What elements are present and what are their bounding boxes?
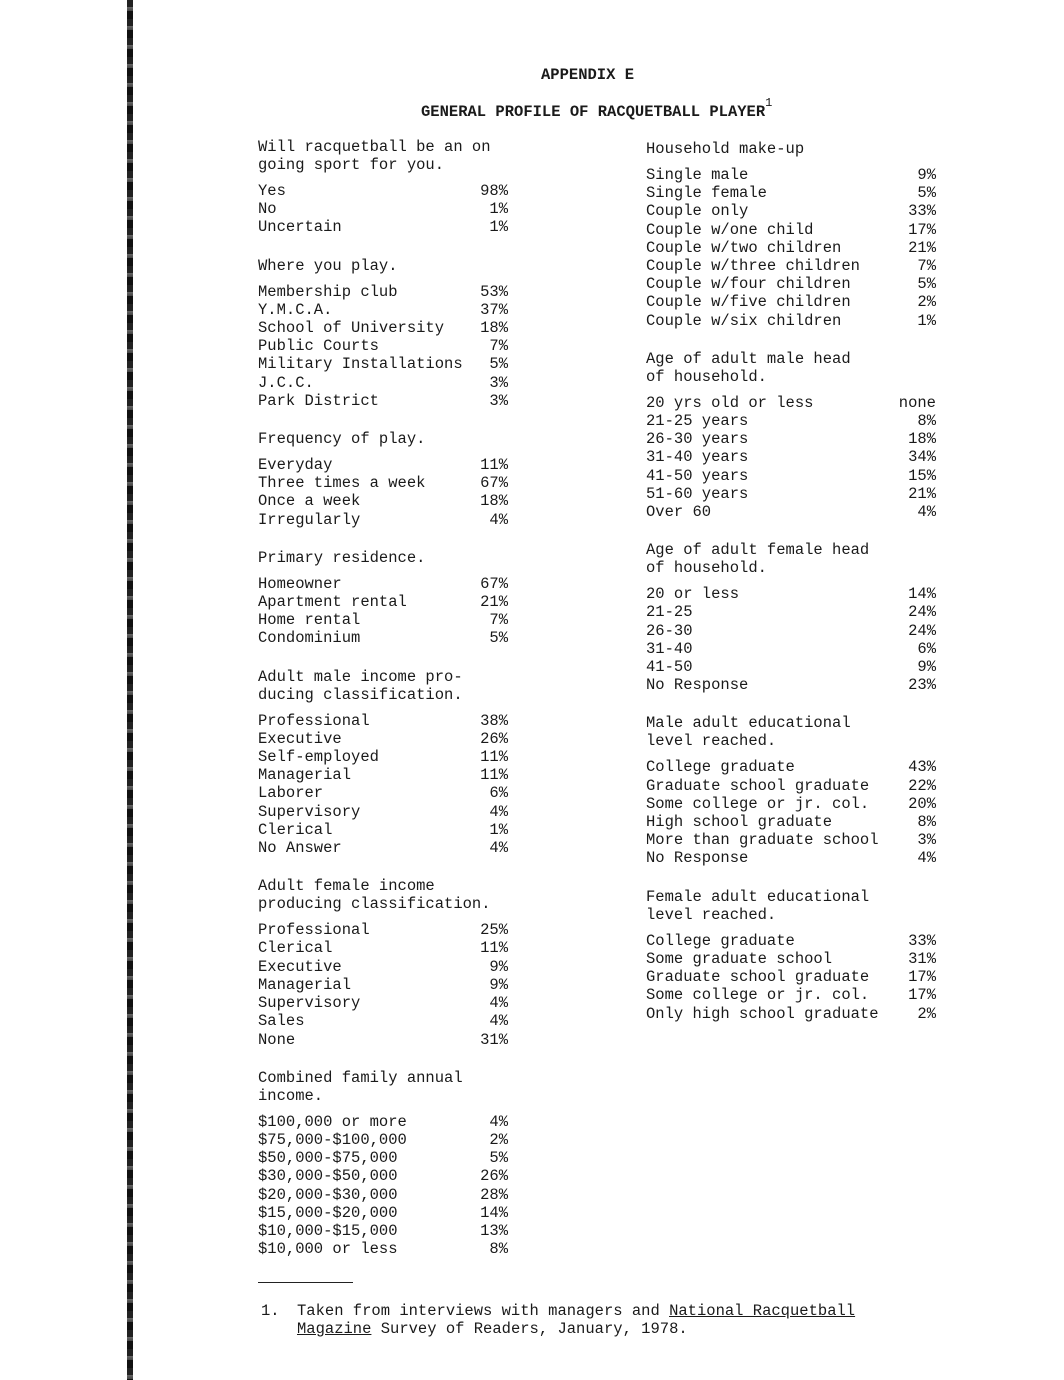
response-label: 21-25 [646, 603, 693, 622]
response-row [258, 1149, 508, 1167]
response-percentage: 9% [489, 975, 508, 994]
response-label: Single male [646, 166, 749, 184]
response-percentage: 17% [908, 220, 936, 239]
footnote-number: 1. [261, 1302, 280, 1320]
response-row [646, 622, 936, 640]
survey-section [646, 714, 936, 867]
response-row [646, 430, 936, 448]
response-label: Some college or jr. col. [646, 986, 870, 1005]
response-label: None [258, 1030, 296, 1049]
response-label: Couple w/four children [646, 275, 851, 294]
response-row [258, 456, 508, 474]
response-percentage: 26% [480, 729, 508, 748]
response-label: Condominium [258, 629, 361, 648]
section-question: Age of adult female head of household. [646, 541, 870, 578]
response-row [258, 200, 508, 218]
response-label: Y.M.C.A. [258, 300, 333, 319]
survey-section [258, 138, 508, 237]
survey-section [258, 549, 508, 648]
response-row [646, 412, 936, 430]
response-row [258, 958, 508, 976]
footnote-text-after: Survey of Readers, January, 1978. [371, 1320, 688, 1338]
response-row [258, 283, 508, 301]
section-question: Male adult educational level reached. [646, 714, 851, 751]
response-row [646, 831, 936, 849]
response-label: High school graduate [646, 813, 833, 832]
response-row [258, 1240, 508, 1258]
response-row [258, 1186, 508, 1204]
section-question: Age of adult male head of household. [646, 349, 851, 386]
footnote [261, 1302, 881, 1338]
response-label: 51-60 years [646, 484, 749, 503]
response-label: $100,000 or more [258, 1112, 407, 1131]
response-label: No Answer [258, 839, 342, 858]
response-percentage: 5% [489, 1149, 508, 1168]
survey-section [646, 888, 936, 1023]
response-label: 31-40 [646, 639, 693, 658]
response-percentage: 20% [908, 794, 936, 813]
response-percentage: 2% [489, 1130, 508, 1149]
response-label: Sales [258, 1012, 305, 1031]
response-percentage: 14% [908, 585, 936, 604]
response-label: Apartment rental [258, 593, 407, 612]
section-question: Primary residence. [258, 548, 426, 567]
response-label: Membership club [258, 282, 398, 301]
response-label: Graduate school graduate [646, 968, 870, 987]
response-percentage: 4% [489, 839, 508, 858]
response-row [646, 312, 936, 330]
response-row [258, 218, 508, 236]
footnote-divider [258, 1282, 353, 1283]
response-percentage: 3% [917, 831, 936, 850]
response-label: Public Courts [258, 337, 379, 356]
scan-binding-edge [127, 0, 133, 1380]
response-label: Executive [258, 957, 342, 976]
response-label: $15,000-$20,000 [258, 1203, 398, 1222]
response-row [646, 503, 936, 521]
response-label: Some graduate school [646, 949, 833, 968]
response-row [258, 994, 508, 1012]
response-row [646, 394, 936, 412]
response-row [646, 676, 936, 694]
response-percentage: 98% [480, 182, 508, 200]
response-label: Over 60 [646, 503, 712, 522]
footnote-source-title: National Racquetball Magazine [297, 1302, 856, 1338]
response-percentage: 5% [489, 355, 508, 374]
response-label: $30,000-$50,000 [258, 1167, 398, 1186]
response-row [258, 492, 508, 510]
title-footnote-mark: 1 [765, 96, 773, 110]
survey-section [258, 877, 508, 1048]
response-percentage: 9% [917, 658, 936, 677]
response-percentage: 23% [908, 676, 936, 695]
survey-section [258, 1069, 508, 1259]
response-percentage: 21% [908, 484, 936, 503]
response-label: $75,000-$100,000 [258, 1130, 407, 1149]
response-label: No Response [646, 676, 749, 695]
response-label: Some college or jr. col. [646, 794, 870, 813]
survey-section [258, 430, 508, 529]
response-percentage: 31% [908, 949, 936, 968]
response-label: Supervisory [258, 994, 361, 1013]
response-row [646, 658, 936, 676]
response-row [258, 301, 508, 319]
response-percentage: 1% [917, 311, 936, 330]
response-label: 31-40 years [646, 448, 749, 467]
response-label: College graduate [646, 931, 795, 950]
response-percentage: 6% [917, 639, 936, 658]
response-percentage: 4% [489, 1112, 508, 1131]
response-label: More than graduate school [646, 831, 879, 850]
response-row [258, 374, 508, 392]
right-column [646, 140, 936, 1043]
response-percentage: 5% [489, 629, 508, 648]
response-row [646, 293, 936, 311]
response-row [646, 603, 936, 621]
response-row [258, 611, 508, 629]
response-label: Professional [258, 711, 370, 730]
response-label: $50,000-$75,000 [258, 1149, 398, 1168]
response-label: $20,000-$30,000 [258, 1185, 398, 1204]
response-percentage: 11% [480, 456, 508, 475]
response-percentage: 26% [480, 1167, 508, 1186]
response-row [646, 968, 936, 986]
response-row [258, 1012, 508, 1030]
response-percentage: 11% [480, 939, 508, 958]
response-label: Military Installations [258, 355, 463, 374]
response-row [646, 166, 936, 184]
response-label: School of University [258, 319, 445, 338]
response-label: Couple w/two children [646, 238, 842, 257]
response-percentage: 67% [480, 574, 508, 593]
response-label: Laborer [258, 784, 324, 803]
response-row [646, 221, 936, 239]
response-row [258, 575, 508, 593]
response-percentage: 25% [480, 921, 508, 940]
response-label: 20 or less [646, 585, 740, 604]
response-row [258, 355, 508, 373]
response-label: Once a week [258, 492, 361, 511]
response-percentage: 34% [908, 448, 936, 467]
response-label: 26-30 [646, 621, 693, 640]
response-label: Clerical [258, 820, 333, 839]
response-row [258, 1204, 508, 1222]
survey-section [646, 350, 936, 521]
response-percentage: 7% [489, 611, 508, 630]
response-percentage: 6% [489, 784, 508, 803]
left-column [258, 138, 508, 1278]
section-question: Household make-up [646, 140, 805, 158]
response-row [258, 1131, 508, 1149]
response-label: J.C.C. [258, 373, 314, 392]
response-label: 41-50 years [646, 466, 749, 485]
section-question: Frequency of play. [258, 430, 426, 449]
response-percentage: 24% [908, 603, 936, 622]
section-question: Adult male income pro- ducing classification. [258, 667, 463, 704]
response-row [646, 467, 936, 485]
response-row [258, 1113, 508, 1131]
response-label: Graduate school graduate [646, 776, 870, 795]
page-title [421, 96, 1064, 122]
response-percentage: 5% [917, 275, 936, 294]
response-percentage: 1% [489, 218, 508, 237]
response-row [646, 950, 936, 968]
response-label: 26-30 years [646, 430, 749, 449]
response-percentage: 3% [489, 373, 508, 392]
response-percentage: 21% [908, 238, 936, 257]
response-row [646, 640, 936, 658]
response-label: Clerical [258, 939, 333, 958]
response-percentage: 8% [489, 1240, 508, 1259]
response-percentage: 17% [908, 968, 936, 987]
response-label: Couple w/six children [646, 311, 842, 330]
footnote-text-before: Taken from interviews with managers and [297, 1302, 670, 1320]
response-percentage: 5% [917, 184, 936, 203]
response-label: No Response [646, 849, 749, 868]
response-label: Couple w/three children [646, 257, 860, 276]
response-row [258, 748, 508, 766]
response-row [646, 795, 936, 813]
response-row [258, 1167, 508, 1185]
response-percentage: 37% [480, 300, 508, 319]
response-label: Homeowner [258, 574, 342, 593]
response-label: Professional [258, 921, 370, 940]
response-row [646, 777, 936, 795]
response-percentage: 4% [489, 994, 508, 1013]
survey-section [646, 541, 936, 694]
response-percentage: 33% [908, 202, 936, 221]
response-row [646, 202, 936, 220]
section-question: Combined family annual income. [258, 1068, 463, 1105]
page-title-text: GENERAL PROFILE OF RACQUETBALL PLAYER [421, 103, 766, 122]
response-percentage: 18% [480, 319, 508, 338]
response-row [258, 784, 508, 802]
section-question: Will racquetball be an on going sport for you. [258, 138, 491, 174]
response-row [646, 184, 936, 202]
response-row [646, 758, 936, 776]
response-percentage: 18% [480, 492, 508, 511]
response-row [258, 392, 508, 410]
response-percentage: none [898, 393, 936, 412]
response-percentage: 2% [917, 1004, 936, 1023]
response-percentage: 3% [489, 391, 508, 410]
response-label: Self-employed [258, 748, 379, 767]
response-percentage: 4% [917, 503, 936, 522]
response-percentage: 1% [489, 820, 508, 839]
response-label: 20 yrs old or less [646, 393, 814, 412]
response-label: 41-50 [646, 658, 693, 677]
response-percentage: 38% [480, 711, 508, 730]
response-percentage: 13% [480, 1221, 508, 1240]
response-row [258, 712, 508, 730]
response-label: Couple w/one child [646, 220, 814, 239]
response-percentage: 4% [917, 849, 936, 868]
response-label: Yes [258, 182, 286, 200]
survey-section [646, 140, 936, 330]
response-percentage: 1% [489, 200, 508, 219]
response-percentage: 11% [480, 766, 508, 785]
response-percentage: 24% [908, 621, 936, 640]
response-percentage: 2% [917, 293, 936, 312]
response-percentage: 8% [917, 412, 936, 431]
survey-section [258, 257, 508, 410]
response-label: Managerial [258, 766, 352, 785]
response-row [646, 932, 936, 950]
response-row [258, 511, 508, 529]
response-label: $10,000-$15,000 [258, 1221, 398, 1240]
section-question: Adult female income producing classification. [258, 877, 491, 914]
response-percentage: 31% [480, 1030, 508, 1049]
response-row [258, 976, 508, 994]
response-percentage: 67% [480, 474, 508, 493]
response-row [646, 986, 936, 1004]
response-percentage: 8% [917, 813, 936, 832]
response-percentage: 7% [489, 337, 508, 356]
response-row [258, 921, 508, 939]
response-percentage: 9% [489, 957, 508, 976]
response-row [258, 593, 508, 611]
response-row [258, 821, 508, 839]
response-label: Three times a week [258, 474, 426, 493]
survey-section [258, 668, 508, 858]
response-row [258, 474, 508, 492]
response-label: Managerial [258, 975, 352, 994]
response-percentage: 53% [480, 282, 508, 301]
section-question: Female adult educational level reached. [646, 887, 870, 924]
response-label: Couple w/five children [646, 293, 851, 312]
response-row [258, 1031, 508, 1049]
response-percentage: 33% [908, 931, 936, 950]
response-label: No [258, 200, 277, 219]
response-row [646, 585, 936, 603]
response-row [258, 766, 508, 784]
response-row [646, 275, 936, 293]
response-row [646, 448, 936, 466]
response-percentage: 7% [917, 257, 936, 276]
response-row [646, 849, 936, 867]
response-label: Irregularly [258, 510, 361, 529]
response-percentage: 4% [489, 802, 508, 821]
response-percentage: 4% [489, 510, 508, 529]
response-label: Supervisory [258, 802, 361, 821]
response-label: Only high school graduate [646, 1004, 879, 1023]
response-row [258, 1222, 508, 1240]
response-row [646, 257, 936, 275]
response-percentage: 11% [480, 748, 508, 767]
response-row [258, 839, 508, 857]
response-percentage: 43% [908, 758, 936, 777]
response-label: $10,000 or less [258, 1240, 398, 1259]
response-row [258, 629, 508, 647]
response-percentage: 9% [917, 166, 936, 184]
response-row [258, 730, 508, 748]
appendix-label: APPENDIX E [541, 66, 635, 84]
response-row [258, 803, 508, 821]
section-question: Where you play. [258, 256, 398, 275]
footnote-text [261, 1302, 881, 1338]
response-row [258, 939, 508, 957]
response-percentage: 21% [480, 593, 508, 612]
response-percentage: 15% [908, 466, 936, 485]
response-percentage: 14% [480, 1203, 508, 1222]
response-label: Home rental [258, 611, 361, 630]
response-label: Park District [258, 391, 379, 410]
response-label: Single female [646, 184, 767, 203]
response-label: College graduate [646, 758, 795, 777]
response-label: Couple only [646, 202, 749, 221]
response-label: Uncertain [258, 218, 342, 237]
response-row [646, 239, 936, 257]
response-label: Executive [258, 729, 342, 748]
response-row [258, 337, 508, 355]
response-label: Everyday [258, 456, 333, 475]
response-row [258, 182, 508, 200]
response-row [646, 813, 936, 831]
response-row [646, 1005, 936, 1023]
response-percentage: 28% [480, 1185, 508, 1204]
response-row [258, 319, 508, 337]
response-label: 21-25 years [646, 412, 749, 431]
response-percentage: 18% [908, 430, 936, 449]
response-percentage: 4% [489, 1012, 508, 1031]
response-row [646, 485, 936, 503]
response-percentage: 17% [908, 986, 936, 1005]
response-percentage: 22% [908, 776, 936, 795]
